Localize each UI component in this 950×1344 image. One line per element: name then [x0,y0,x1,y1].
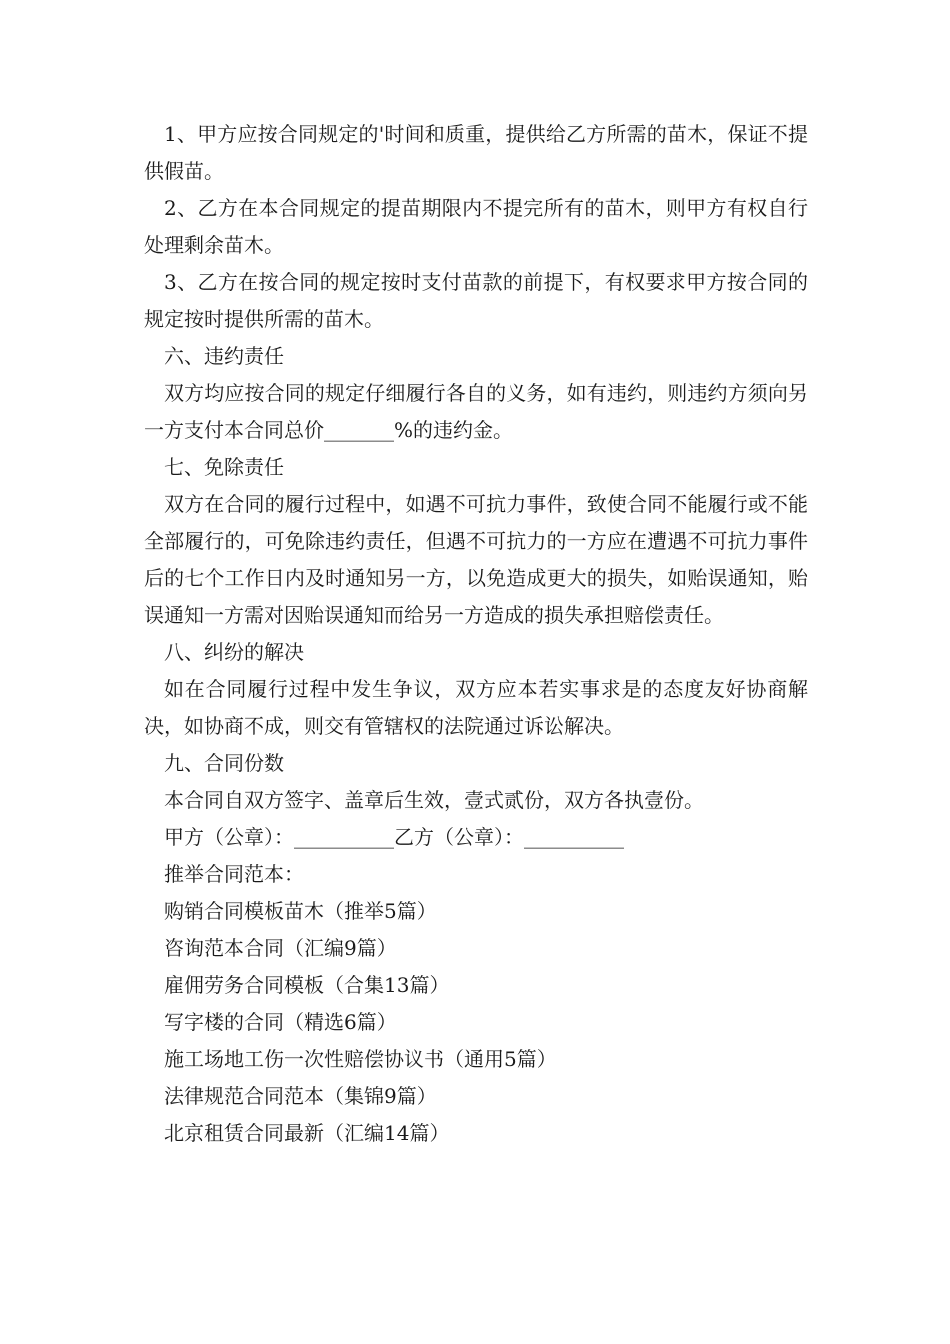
section-heading-copies: 九、合同份数 [164,751,284,775]
clause-2: 2、乙方在本合同规定的提苗期限内不提完所有的苗木，则甲方有权自行处理剩余苗木。 [144,196,808,257]
recommend-link[interactable]: 施工场地工伤一次性赔偿协议书（通用5篇） [164,1047,557,1071]
recommend-link[interactable]: 法律规范合同范本（集锦9篇） [164,1084,437,1108]
recommend-link[interactable]: 雇佣劳务合同模板（合集13篇） [164,973,450,997]
signature-line: 甲方（公章）：__________乙方（公章）：__________ [164,825,624,849]
document-page [144,116,808,1152]
recommend-link[interactable]: 北京租赁合同最新（汇编14篇） [164,1121,450,1145]
section-body-copies: 本合同自双方签字、盖章后生效，壹式贰份，双方各执壹份。 [164,788,704,812]
section-body-dispute: 如在合同履行过程中发生争议，双方应本若实事求是的态度友好协商解决，如协商不成，则交有管辖权的法院通过诉讼解决。 [144,677,808,738]
section-heading-dispute: 八、纠纷的解决 [164,640,304,664]
section-body-breach: 双方均应按合同的规定仔细履行各自的义务，如有违约，则违约方须向另一方支付本合同总价_______%的违约金。 [144,381,808,442]
recommend-title: 推举合同范本： [164,862,304,886]
clause-1: 1、甲方应按合同规定的'时间和质重，提供给乙方所需的苗木，保证不提供假苗。 [144,122,808,183]
section-heading-breach: 六、违约责任 [164,344,284,368]
recommend-link[interactable]: 购销合同模板苗木（推举5篇） [164,899,437,923]
recommend-link[interactable]: 咨询范本合同（汇编9篇） [164,936,397,960]
section-body-exemption: 双方在合同的履行过程中，如遇不可抗力事件，致使合同不能履行或不能全部履行的，可免除违约责任，但遇不可抗力的一方应在遭遇不可抗力事件后的七个工作日内及时通知另一方，以免造成更大的损失，如贻误通知，贻误通知一方需对因贻误通知而给另一方造成的损失承担赔偿责任。 [144,492,808,627]
clause-3: 3、乙方在按合同的规定按时支付苗款的前提下，有权要求甲方按合同的规定按时提供所需的苗木。 [144,270,808,331]
section-heading-exemption: 七、免除责任 [164,455,284,479]
recommend-link[interactable]: 写字楼的合同（精选6篇） [164,1010,397,1034]
